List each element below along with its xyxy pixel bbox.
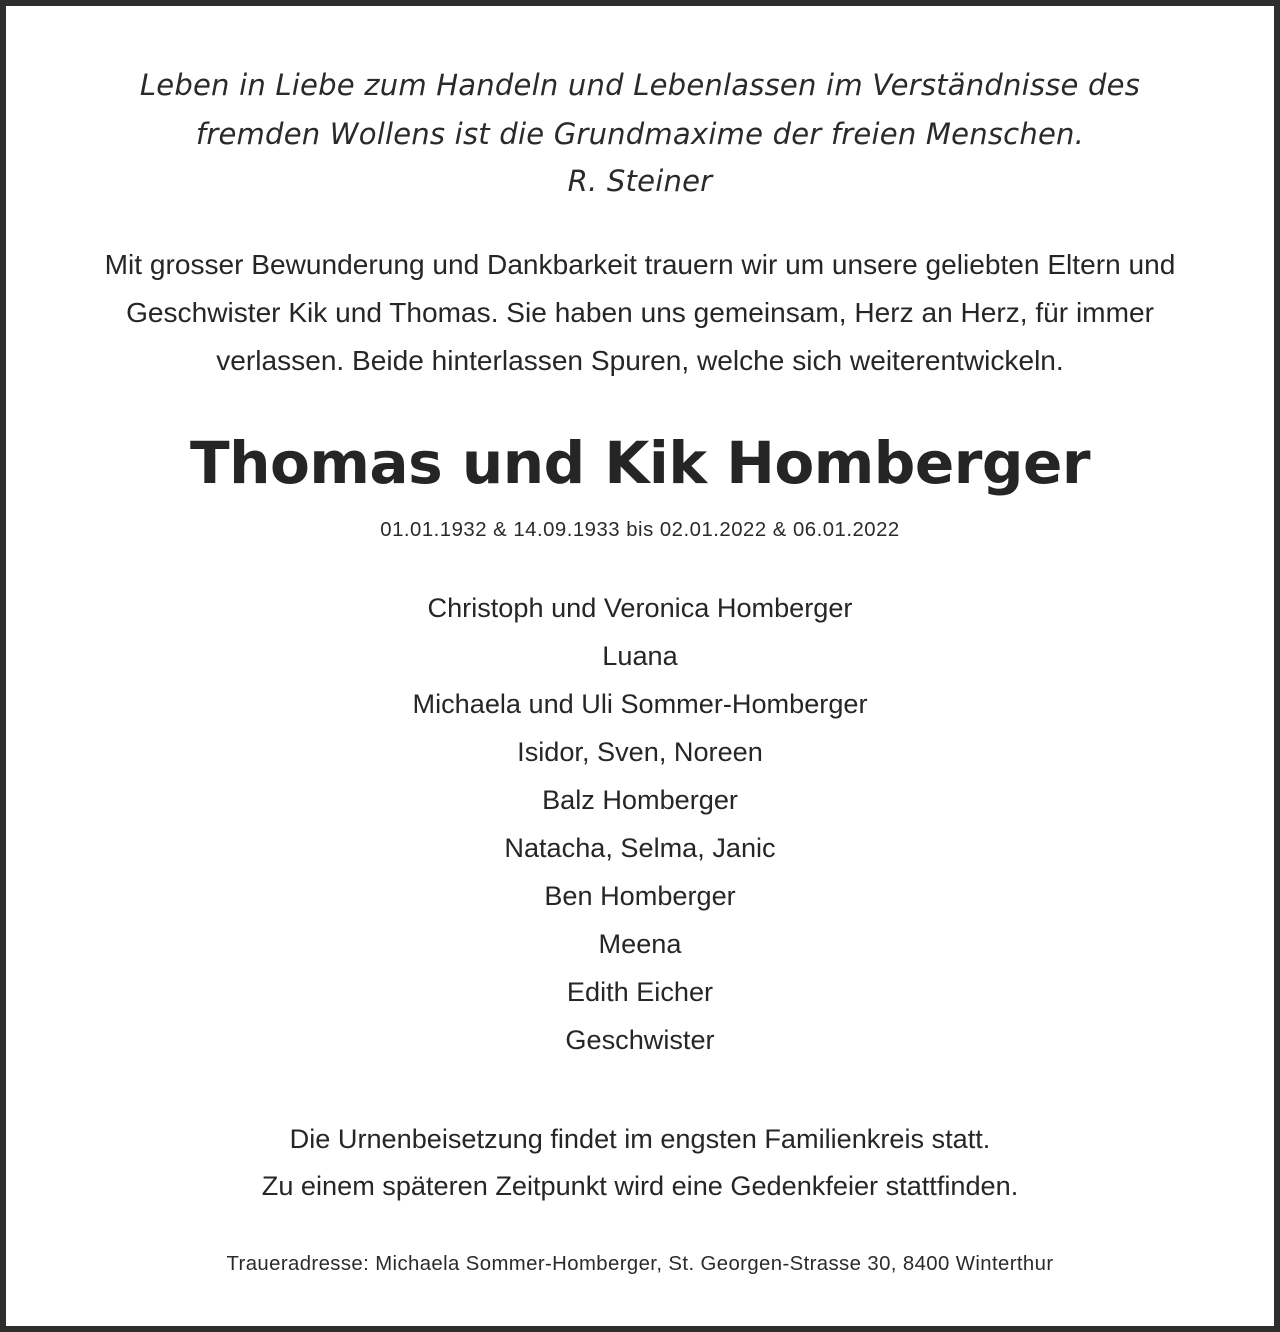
mourner-5: Balz Homberger <box>542 784 738 815</box>
closing-line-1: Die Urnenbeisetzung findet im engsten Familienkreis statt. <box>289 1123 991 1154</box>
mourning-address: Traueradresse: Michaela Sommer-Homberger, St. Georgen-Strasse 30, 8400 Winterthur <box>226 1253 1054 1275</box>
mourner-2: Luana <box>602 640 678 671</box>
mourner-1: Christoph und Veronica Homberger <box>427 592 853 623</box>
mourner-8: Meena <box>598 928 682 959</box>
intro-line-2: Geschwister Kik und Thomas. Sie haben uns gemeinsam, Herz an Herz, für immer <box>126 297 1154 328</box>
mourner-3: Michaela und Uli Sommer-Homberger <box>412 688 868 719</box>
mourner-9: Edith Eicher <box>566 976 714 1007</box>
quote-line-2: fremden Wollens ist die Grundmaxime der freien Menschen. <box>195 117 1085 151</box>
mourner-7: Ben Homberger <box>544 880 736 911</box>
closing-line-2: Zu einem späteren Zeitpunkt wird eine Gedenkfeier stattfinden. <box>261 1170 1019 1201</box>
intro-line-1: Mit grosser Bewunderung und Dankbarkeit trauern wir um unsere geliebten Eltern und <box>104 249 1176 280</box>
mourner-6: Natacha, Selma, Janic <box>504 832 776 863</box>
intro-line-3: verlassen. Beide hinterlassen Spuren, welche sich weiterentwickeln. <box>216 345 1064 376</box>
mourner-4: Isidor, Sven, Noreen <box>517 736 763 767</box>
mourner-10: Geschwister <box>565 1024 715 1055</box>
quote-author: R. Steiner <box>567 164 713 198</box>
quote-line-1: Leben in Liebe zum Handeln und Lebenlassen im Verständnisse des <box>139 68 1141 102</box>
life-dates: 01.01.1932 & 14.09.1933 bis 02.01.2022 & 06.01.2022 <box>380 519 900 541</box>
deceased-name: Thomas und Kik Homberger <box>189 429 1091 497</box>
